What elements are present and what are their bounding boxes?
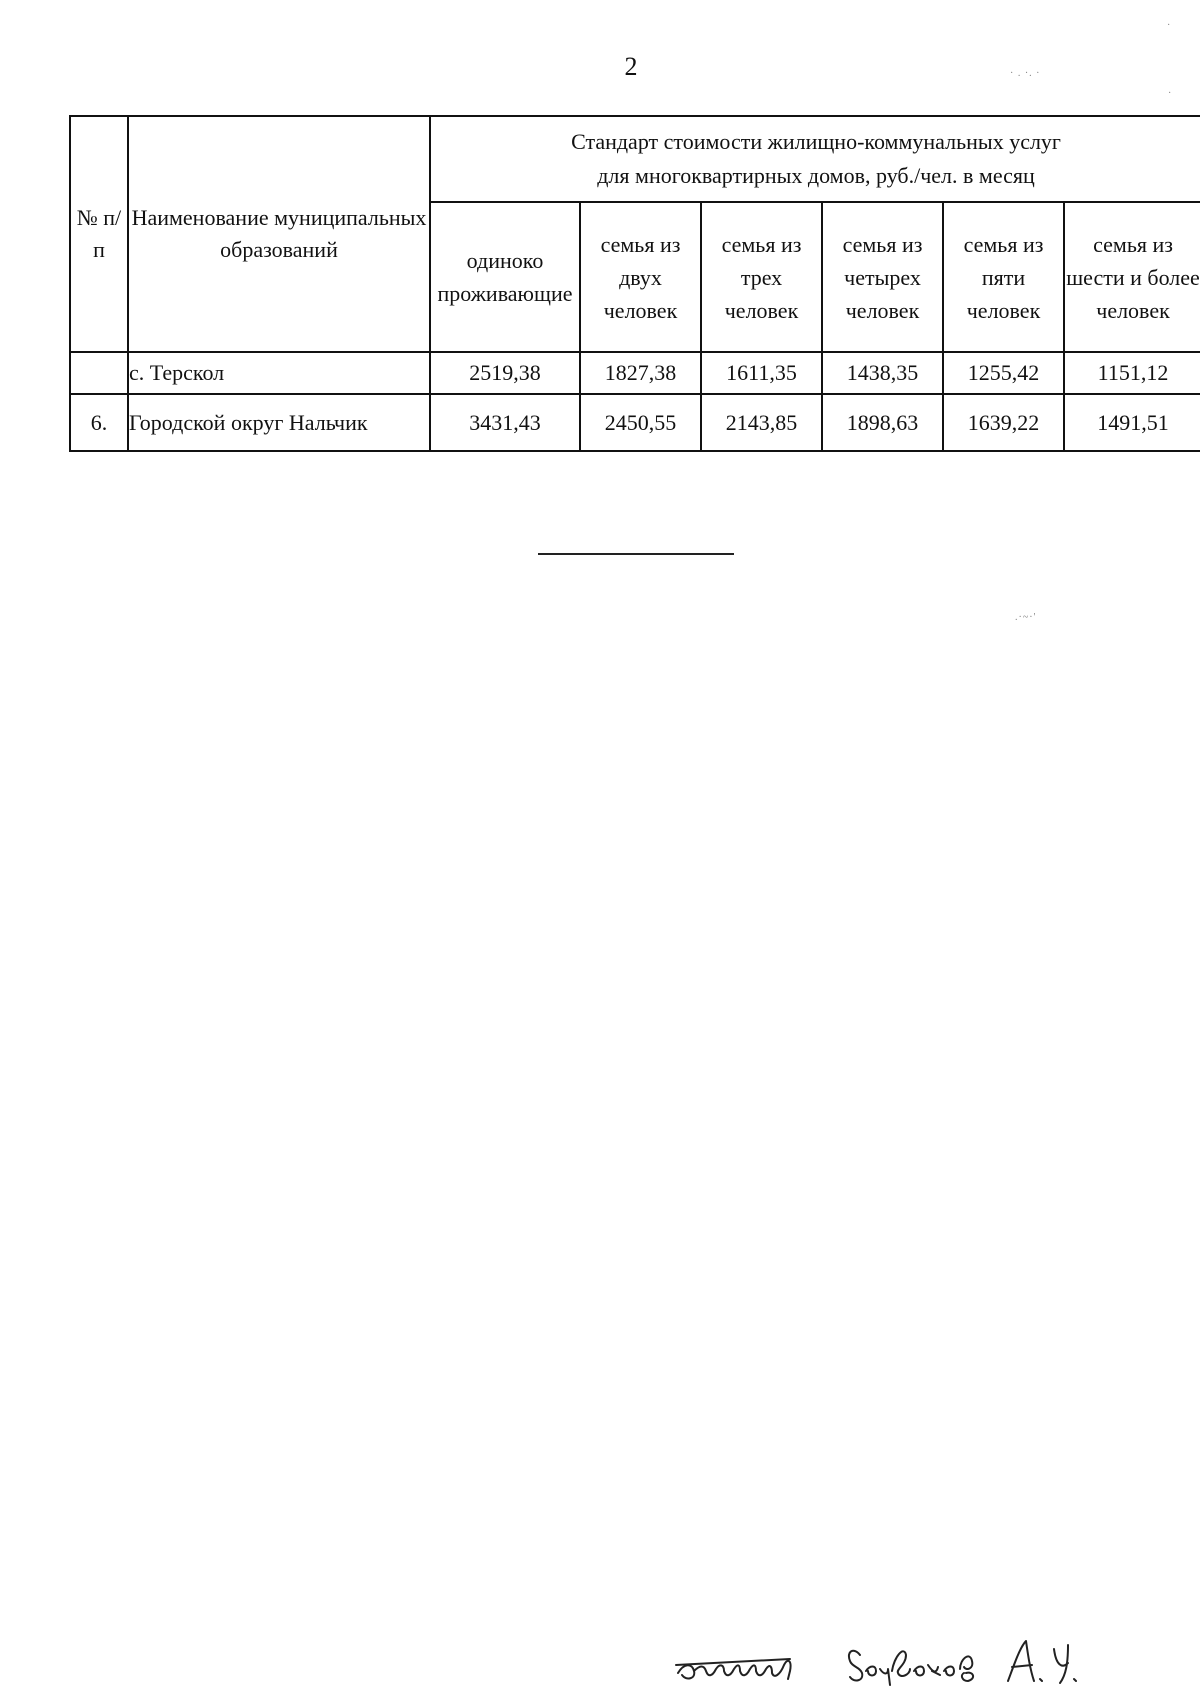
subheader-family-6-plus: семья из шести и более человек bbox=[1064, 202, 1200, 352]
table-row bbox=[70, 394, 1200, 451]
header-cost-standard-line1: Стандарт стоимости жилищно-коммунальных услуг bbox=[571, 129, 1061, 154]
end-of-document-rule bbox=[538, 553, 734, 555]
header-cost-standard-line2: для многоквартирных домов, руб./чел. в месяц bbox=[597, 163, 1035, 188]
scan-speck: · bbox=[1168, 88, 1173, 99]
value-family-3: 1611,35 bbox=[701, 352, 822, 394]
value-family-5: 1255,42 bbox=[943, 352, 1064, 394]
table-row bbox=[70, 352, 1200, 394]
subheader-family-4: семья из четырех человек bbox=[822, 202, 943, 352]
header-municipality-name bbox=[128, 116, 430, 352]
value-family-2: 1827,38 bbox=[580, 352, 701, 394]
row-municipality: Городской округ Нальчик bbox=[128, 394, 430, 451]
value-family-3: 2143,85 bbox=[701, 394, 822, 451]
scan-speck: · . ·. · bbox=[1010, 68, 1041, 79]
cost-standard-table-wrapper bbox=[69, 115, 1200, 452]
value-single: 2519,38 bbox=[430, 352, 580, 394]
header-row-number bbox=[70, 116, 128, 352]
subheader-family-3: семья из трех человек bbox=[701, 202, 822, 352]
scan-speck: .·~·' bbox=[1015, 612, 1037, 623]
value-family-6-plus: 1491,51 bbox=[1064, 394, 1200, 451]
value-single: 3431,43 bbox=[430, 394, 580, 451]
value-family-2: 2450,55 bbox=[580, 394, 701, 451]
row-municipality: с. Терскол bbox=[128, 352, 430, 394]
scan-speck: · bbox=[1167, 20, 1172, 31]
handwritten-signature bbox=[670, 1635, 1120, 1690]
value-family-6-plus: 1151,12 bbox=[1064, 352, 1200, 394]
subheader-family-5: семья из пяти человек bbox=[943, 202, 1064, 352]
value-family-4: 1898,63 bbox=[822, 394, 943, 451]
row-number bbox=[70, 352, 128, 394]
header-municipality-name-text: Наименование муниципальных образований bbox=[131, 205, 427, 262]
subheader-single: одиноко проживающие bbox=[430, 202, 580, 352]
value-family-4: 1438,35 bbox=[822, 352, 943, 394]
header-cost-standard bbox=[430, 116, 1200, 202]
subheader-family-2: семья из двух человек bbox=[580, 202, 701, 352]
cost-standard-table bbox=[69, 115, 1200, 452]
value-family-5: 1639,22 bbox=[943, 394, 1064, 451]
signature-drawing bbox=[670, 1635, 1120, 1690]
page-number: 2 bbox=[624, 52, 638, 81]
row-number: 6. bbox=[70, 394, 128, 451]
header-row-number-text: № п/п bbox=[76, 205, 122, 262]
